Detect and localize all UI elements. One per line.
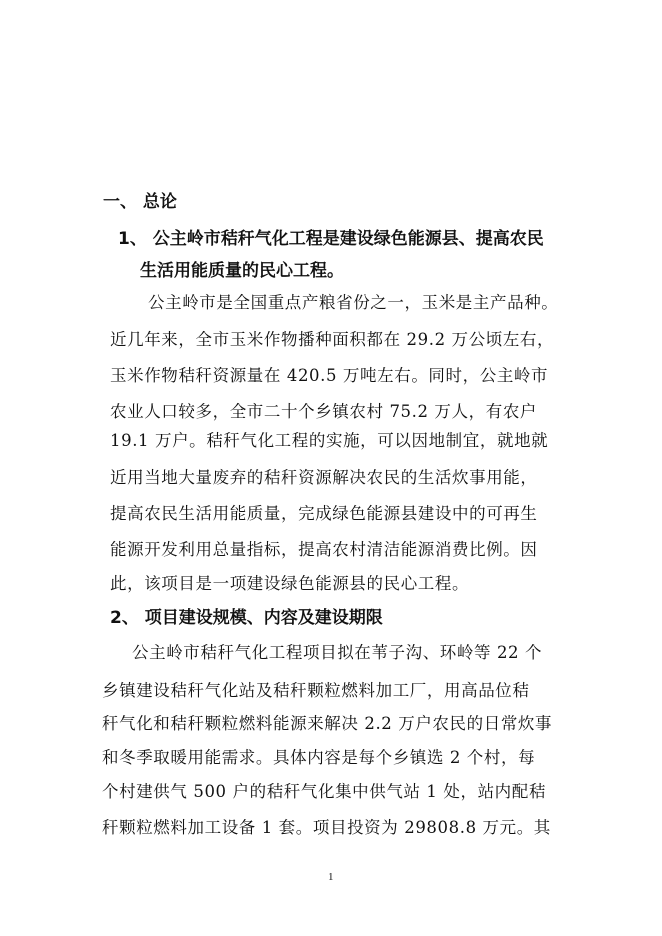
item2-paragraph-line: 和冬季取暖用能需求。具体内容是每个乡镇选 2 个村，每 <box>102 748 536 767</box>
item2-paragraph-line: 个村建供气 500 户的秸秆气化集中供气站 1 处，站内配秸 <box>102 782 546 801</box>
page-number: 1 <box>328 871 334 883</box>
item1-paragraph-line: 此，该项目是一项建设绿色能源县的民心工程。 <box>110 574 470 593</box>
item2-paragraph-line: 乡镇建设秸秆气化站及秸秆颗粒燃料加工厂，用高品位秸 <box>102 681 530 700</box>
item2-heading: 2、 项目建设规模、内容及建设期限 <box>110 608 383 628</box>
item2-paragraph-line: 秆颗粒燃料加工设备 1 套。项目投资为 29808.8 万元。其 <box>102 818 551 837</box>
item1-heading-line1: 1、 公主岭市秸秆气化工程是建设绿色能源县、提高农民 <box>118 229 544 249</box>
item1-paragraph-line: 19.1 万户。秸秆气化工程的实施，可以因地制宜，就地就 <box>110 431 549 450</box>
item1-paragraph-line: 近几年来，全市玉米作物播种面积都在 29.2 万公顷左右， <box>110 330 555 349</box>
item1-heading-line2: 生活用能质量的民心工程。 <box>140 261 344 281</box>
section-title: 一、 总论 <box>103 192 177 212</box>
item2-paragraph-line: 秆气化和秸秆颗粒燃料能源来解决 2.2 万户农民的日常炊事 <box>102 714 553 733</box>
item1-paragraph-line: 玉米作物秸秆资源量在 420.5 万吨左右。同时，公主岭市 <box>110 366 549 385</box>
item1-paragraph-line: 农业人口较多，全市二十个乡镇农村 75.2 万人，有农户 <box>110 402 538 421</box>
item1-paragraph-line: 能源开发利用总量指标，提高农村清洁能源消费比例。因 <box>110 540 538 559</box>
item1-paragraph-line: 公主岭市是全国重点产粮省份之一，玉米是主产品种。 <box>148 293 559 312</box>
item1-paragraph-line: 近用当地大量废弃的秸秆资源解决农民的生活炊事用能， <box>110 468 538 487</box>
item2-paragraph-line: 公主岭市秸秆气化工程项目拟在苇子沟、环岭等 22 个 <box>132 643 543 662</box>
item1-paragraph-line: 提高农民生活用能质量，完成绿色能源县建设中的可再生 <box>110 504 538 523</box>
